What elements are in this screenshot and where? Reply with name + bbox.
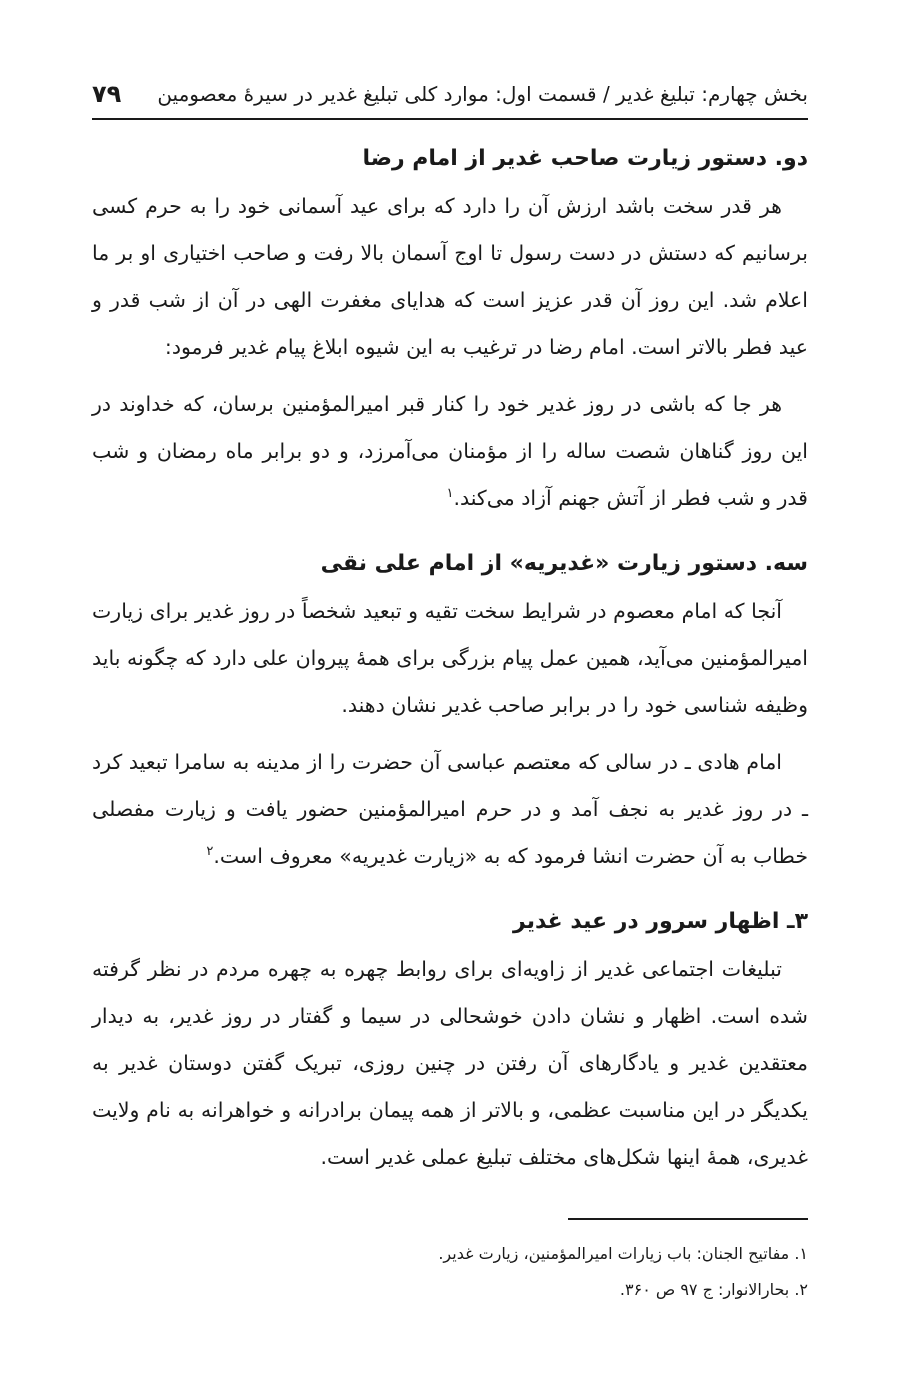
header-divider: [92, 118, 808, 120]
paragraph-reza: هر قدر سخت باشد ارزش آن را دارد که برای عید آسمانی خود را به حرم کسی برسانیم که دستش در دست رسول تا اوج آسمان بالا رفت و صاحب اختیاری او بر ما اعلام شد. این روز آن قدر عزیز است که هدایای مغفرت الهی در آن از شب قدر و عید فطر بالاتر است. امام رضا در ترغیب به این شیوه ابلاغ پیام غدیر فرمود:: [92, 194, 808, 359]
quote-reza: [92, 381, 808, 522]
section-title-joy: ۳ـ اظهار سرور در عید غدیر: [513, 909, 808, 934]
footnote-divider: [568, 1218, 808, 1220]
paragraph-naqi-1: آنجا که امام معصوم در شرایط سخت تقیه و تبعید شخصاً در روز غدیر برای زیارت امیرالمؤمنین می‌آید، همین عمل پیام بزرگی برای همۀ پیروان علی دارد که چگونه باید وظیفه شناسی خود را در برابر صاحب غدیر نشان دهند.: [92, 599, 808, 717]
spacer: [92, 528, 808, 540]
page-header: [92, 72, 808, 116]
footnote-marker-1[interactable]: ۱: [446, 486, 454, 502]
footnote-marker-2[interactable]: ۲: [206, 844, 214, 860]
page-number: ۷۹: [92, 80, 122, 108]
section-title-naqi: سه. دستور زیارت «غدیریه» از امام علی نقی: [320, 551, 808, 576]
spacer: [92, 886, 808, 898]
section-title-reza: دو. دستور زیارت صاحب غدیر از امام رضا: [362, 146, 808, 171]
footnotes: [92, 1236, 808, 1308]
running-title: بخش چهارم: تبلیغ غدیر / قسمت اول: موارد کلی تبلیغ غدیر در سیرۀ معصومین: [157, 82, 808, 106]
footnote-2: ۲. بحارالانوار: ج ۹۷ ص ۳۶۰.: [619, 1280, 808, 1299]
quote-reza-text: هر جا که باشی در روز غدیر خود را کنار قبر امیرالمؤمنین برسان، که خداوند در این روز گناهان شصت ساله را از مؤمنان می‌آمرزد، و دو برابر ماه رمضان و شب قدر و شب فطر از آتش جهنم آزاد می‌کند.: [92, 392, 808, 510]
page-body: [92, 135, 808, 1181]
footnote-1: ۱. مفاتیح الجنان: باب زیارات امیرالمؤمنین، زیارت غدیر.: [438, 1244, 808, 1263]
paragraph-joy: تبلیغات اجتماعی غدیر از زاویه‌ای برای روابط چهره به چهره مردم در نظر گرفته شده است. اظهار و نشان دادن خوشحالی در سیما و گفتار در روز غدیر، به دیدار معتقدین غدیر و یادگارهای آن رفتن در چنین روزی، تبریک گفتن دوستان غدیر به یکدیگر در این مناسبت عظمی، و بالاتر از همه پیمان برادرانه و خواهرانه به نام ولایت غدیری، همۀ اینها شکل‌های مختلف تبلیغ عملی غدیر است.: [92, 957, 808, 1169]
paragraph-naqi-2-text: امام هادی ـ در سالی که معتصم عباسی آن حضرت را از مدینه به سامرا تبعید کرد ـ در روز غدیر به نجف آمد و در حرم امیرالمؤمنین حضور یافت و زیارت مفصلی خطاب به آن حضرت انشا فرمود که به «زیارت غدیریه» معروف است.: [92, 750, 808, 868]
paragraph-naqi-2: [92, 739, 808, 880]
